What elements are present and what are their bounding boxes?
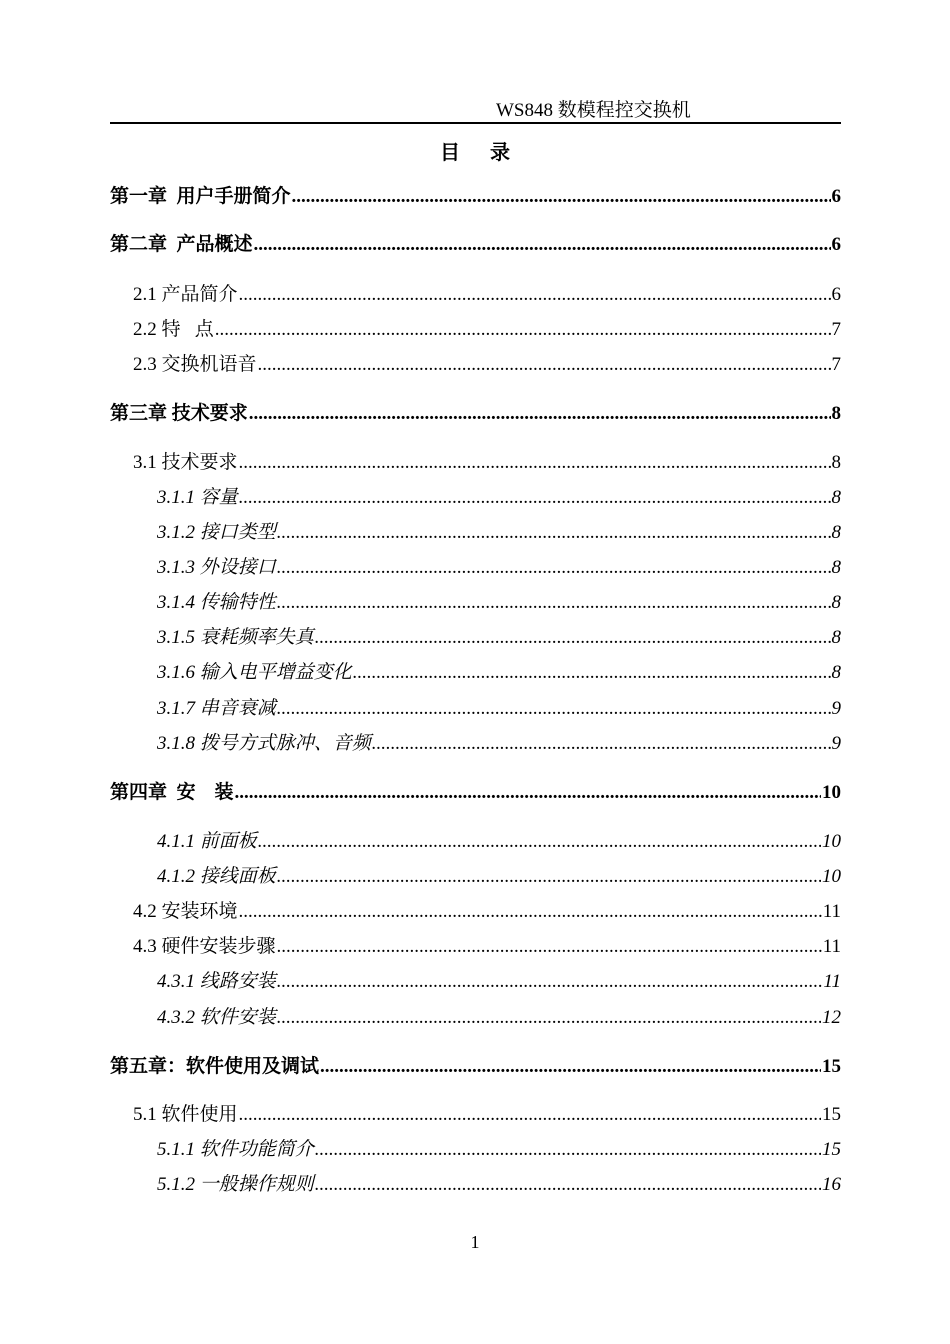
toc-entry-leader-dots bbox=[254, 231, 831, 259]
toc-entry-page: 6 bbox=[831, 186, 841, 207]
toc-entry-label: 5.1.1 软件功能简介 bbox=[157, 1139, 314, 1160]
toc-entry[interactable] bbox=[157, 659, 841, 687]
page-number: 1 bbox=[470, 1232, 480, 1252]
toc-entry-page: 8 bbox=[831, 487, 841, 508]
toc-entry[interactable] bbox=[157, 828, 841, 856]
toc-entry-label: 2.3 交换机语音 bbox=[133, 354, 257, 375]
toc-entry-leader-dots bbox=[315, 624, 831, 652]
toc-entry-label: 第三章 技术要求 bbox=[110, 403, 248, 424]
toc-entry-label: 3.1.7 串音衰减 bbox=[157, 698, 276, 719]
toc-entry-page: 8 bbox=[831, 592, 841, 613]
toc-entry-label: 4.3 硬件安装步骤 bbox=[133, 936, 276, 957]
toc-entry[interactable] bbox=[133, 449, 841, 477]
toc-entry-label: 3.1.6 输入电平增益变化 bbox=[157, 662, 352, 683]
toc-entry-leader-dots bbox=[372, 730, 831, 758]
toc-entry-page: 6 bbox=[831, 284, 841, 305]
toc-entry-page: 9 bbox=[831, 733, 841, 754]
toc-entry-leader-dots bbox=[353, 659, 831, 687]
toc-entry-leader-dots bbox=[277, 695, 831, 723]
toc-entry-label: 3.1 技术要求 bbox=[133, 452, 238, 473]
toc-entry-label: 4.1.2 接线面板 bbox=[157, 866, 276, 887]
toc-entry-leader-dots bbox=[215, 316, 831, 344]
toc-entry-page: 8 bbox=[831, 403, 841, 424]
toc-entry-leader-dots bbox=[239, 898, 822, 926]
toc-entry-page: 11 bbox=[823, 971, 841, 992]
toc-title-part2: 录 bbox=[490, 142, 510, 164]
toc-entry-leader-dots bbox=[277, 519, 831, 547]
toc-entry-leader-dots bbox=[277, 589, 831, 617]
toc-entry[interactable] bbox=[157, 863, 841, 891]
toc-entry[interactable] bbox=[133, 898, 841, 926]
toc-entry-leader-dots bbox=[235, 779, 821, 807]
toc-entry-label: 第一章 用户手册简介 bbox=[110, 186, 291, 207]
toc-entry-leader-dots bbox=[277, 968, 823, 996]
toc-entry-label: 5.1.2 一般操作规则 bbox=[157, 1174, 314, 1195]
toc-entry-label: 2.2 特 点 bbox=[133, 319, 214, 340]
toc-entry-leader-dots bbox=[277, 933, 822, 961]
toc-entry-label: 3.1.1 容量 bbox=[157, 487, 238, 508]
toc-entry[interactable] bbox=[110, 400, 841, 428]
toc-entry-leader-dots bbox=[292, 183, 831, 211]
toc-entry[interactable] bbox=[133, 933, 841, 961]
toc-entry[interactable] bbox=[157, 484, 841, 512]
toc-entry-leader-dots bbox=[258, 351, 831, 379]
toc-entry-leader-dots bbox=[277, 554, 831, 582]
toc-entry[interactable] bbox=[157, 554, 841, 582]
toc-entry-page: 10 bbox=[822, 831, 841, 852]
header-title: WS848 数模程控交换机 bbox=[496, 100, 691, 121]
toc-entry-leader-dots bbox=[239, 484, 831, 512]
toc-entry-leader-dots bbox=[315, 1171, 821, 1199]
toc-entry-label: 4.3.2 软件安装 bbox=[157, 1007, 276, 1028]
toc-entry-label: 3.1.2 接口类型 bbox=[157, 522, 276, 543]
toc-entry-page: 11 bbox=[822, 936, 841, 957]
toc-entry[interactable] bbox=[157, 695, 841, 723]
toc-entry-leader-dots bbox=[315, 1136, 821, 1164]
toc-entry-label: 3.1.3 外设接口 bbox=[157, 557, 276, 578]
toc-entry-page: 12 bbox=[822, 1007, 841, 1028]
toc-entry-label: 4.3.1 线路安装 bbox=[157, 971, 276, 992]
toc-entry[interactable] bbox=[157, 968, 841, 996]
toc-entry[interactable] bbox=[133, 1101, 841, 1129]
toc-entry-page: 10 bbox=[822, 782, 841, 803]
toc-entry-leader-dots bbox=[277, 1004, 821, 1032]
toc-entry-page: 15 bbox=[822, 1056, 841, 1077]
toc-entry-label: 5.1 软件使用 bbox=[133, 1104, 238, 1125]
toc-entry-leader-dots bbox=[239, 281, 831, 309]
toc-entry-label: 第五章：软件使用及调试 bbox=[110, 1056, 320, 1077]
toc-entry-label: 3.1.5 衰耗频率失真 bbox=[157, 627, 314, 648]
toc-entry-leader-dots bbox=[249, 400, 831, 428]
toc-entry-label: 2.1 产品简介 bbox=[133, 284, 238, 305]
toc-entry-page: 7 bbox=[831, 319, 841, 340]
toc-entry-leader-dots bbox=[258, 828, 821, 856]
toc-entry-page: 15 bbox=[822, 1139, 841, 1160]
toc-entry-page: 11 bbox=[822, 901, 841, 922]
toc-entry-page: 15 bbox=[822, 1104, 841, 1125]
toc-entry-label: 3.1.4 传输特性 bbox=[157, 592, 276, 613]
toc-entry-page: 9 bbox=[831, 698, 841, 719]
toc-entry-page: 8 bbox=[831, 557, 841, 578]
toc-entry-label: 3.1.8 拨号方式脉冲、音频 bbox=[157, 733, 371, 754]
toc-entry-page: 8 bbox=[831, 522, 841, 543]
toc-entry[interactable] bbox=[110, 183, 841, 211]
toc-entry[interactable] bbox=[133, 281, 841, 309]
toc-entry-leader-dots bbox=[320, 1053, 821, 1081]
toc-entry-page: 6 bbox=[831, 234, 841, 255]
toc-entry[interactable] bbox=[110, 231, 841, 259]
toc-title bbox=[0, 136, 950, 165]
toc-entry[interactable] bbox=[157, 1171, 841, 1199]
toc-entry-label: 4.2 安装环境 bbox=[133, 901, 238, 922]
toc-entry[interactable] bbox=[110, 779, 841, 807]
toc-entry[interactable] bbox=[157, 589, 841, 617]
toc-entry-leader-dots bbox=[239, 449, 831, 477]
toc-entry-page: 7 bbox=[831, 354, 841, 375]
toc-entry[interactable] bbox=[157, 1136, 841, 1164]
toc-entry-label: 第四章 安 装 bbox=[110, 782, 234, 803]
toc-entry-page: 8 bbox=[831, 662, 841, 683]
toc-entry[interactable] bbox=[157, 519, 841, 547]
toc-entry-label: 第二章 产品概述 bbox=[110, 234, 253, 255]
toc-entry-page: 8 bbox=[831, 627, 841, 648]
toc-entry-page: 8 bbox=[831, 452, 841, 473]
toc-entry-page: 16 bbox=[822, 1174, 841, 1195]
toc-entry-leader-dots bbox=[239, 1101, 821, 1129]
toc-entry-leader-dots bbox=[277, 863, 821, 891]
toc-entry[interactable] bbox=[157, 730, 841, 758]
toc-entry[interactable] bbox=[157, 624, 841, 652]
toc-title-part1: 目 bbox=[440, 142, 460, 164]
toc-entry[interactable] bbox=[133, 316, 841, 344]
page-header bbox=[110, 92, 841, 124]
toc-entry-label: 4.1.1 前面板 bbox=[157, 831, 257, 852]
toc-entry[interactable] bbox=[133, 351, 841, 379]
toc-entry[interactable] bbox=[110, 1053, 841, 1081]
toc-entry[interactable] bbox=[157, 1004, 841, 1032]
toc-entry-page: 10 bbox=[822, 866, 841, 887]
